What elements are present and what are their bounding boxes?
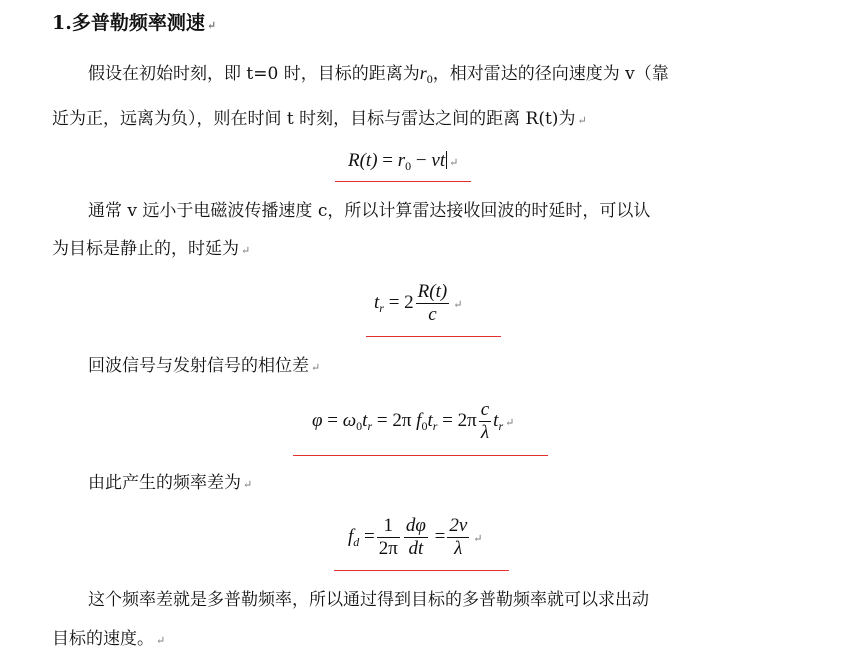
paragraph-mark-icon: ↵	[453, 298, 463, 311]
paragraph-mark-icon: ↵	[241, 244, 251, 257]
paragraph-5-line-2: 目标的速度。 ↵	[52, 629, 166, 649]
paragraph-1-line-2: 近为正，远离为负），则在时间 t 时刻，目标与雷达之间的距离 R(t)为 ↵	[52, 109, 587, 129]
paragraph-mark-icon: ↵	[243, 478, 253, 491]
fraction: $\frac{1}{2\pi}$	[378, 515, 398, 559]
equation-range[interactable]: $R(t) = r_0$ − vt ↵	[348, 150, 459, 173]
text-cursor	[446, 151, 447, 169]
paragraph-1-line-1: 假设在初始时刻，即 t=0 时，目标的距离为$r_0$，相对雷达的径向速度为 v（靠	[88, 63, 669, 86]
paragraph-2-line-2: 为目标是静止的，时延为 ↵	[52, 239, 251, 259]
fraction: $\frac{R(t)}{c}$	[417, 281, 448, 325]
paragraph-4-line-1: 由此产生的频率差为 ↵	[88, 473, 253, 493]
paragraph-mark-icon: ↵	[505, 416, 515, 429]
equation-delay[interactable]: $t_r = 2$ $\frac{R(t)}{c}$ ↵	[374, 281, 463, 325]
fraction: $\frac{2v}{\lambda}$	[449, 515, 468, 559]
paragraph-mark-icon: ↵	[311, 361, 321, 374]
paragraph-mark-icon: ↵	[577, 114, 587, 127]
paragraph-mark-icon: ↵	[156, 634, 166, 647]
equation-doppler[interactable]: $f_d$ = $\frac{1}{2\pi}$ $\frac{d\varphi}{dt}$ = $\frac{2v}{\lambda}$ ↵	[348, 515, 483, 559]
paragraph-3-line-1: 回波信号与发射信号的相位差 ↵	[88, 356, 321, 376]
paragraph-mark-icon: ↵	[206, 19, 217, 32]
paragraph-mark-icon: ↵	[449, 157, 459, 169]
section-heading: 1.多普勒频率测速 ↵	[52, 12, 217, 34]
fraction: $\frac{c}{\lambda}$	[480, 399, 490, 443]
spellcheck-underline	[293, 455, 548, 456]
fraction: $\frac{d\varphi}{dt}$	[405, 515, 426, 559]
spellcheck-underline	[334, 570, 509, 571]
paragraph-2-line-1: 通常 v 远小于电磁波传播速度 c，所以计算雷达接收回波的时延时，可以认	[88, 201, 651, 221]
spellcheck-underline	[335, 181, 471, 182]
equation-phase[interactable]: $\varphi = \omega_0t_r = 2\pi$ $f_0t_r = 2\pi$ $\frac{c}{\lambda}$ $t_r$ ↵	[312, 399, 515, 443]
paragraph-mark-icon: ↵	[473, 532, 483, 545]
spellcheck-underline	[366, 336, 501, 337]
r0-symbol: $r_0$	[419, 63, 433, 86]
paragraph-5-line-1: 这个频率差就是多普勒频率，所以通过得到目标的多普勒频率就可以求出动	[88, 590, 649, 610]
